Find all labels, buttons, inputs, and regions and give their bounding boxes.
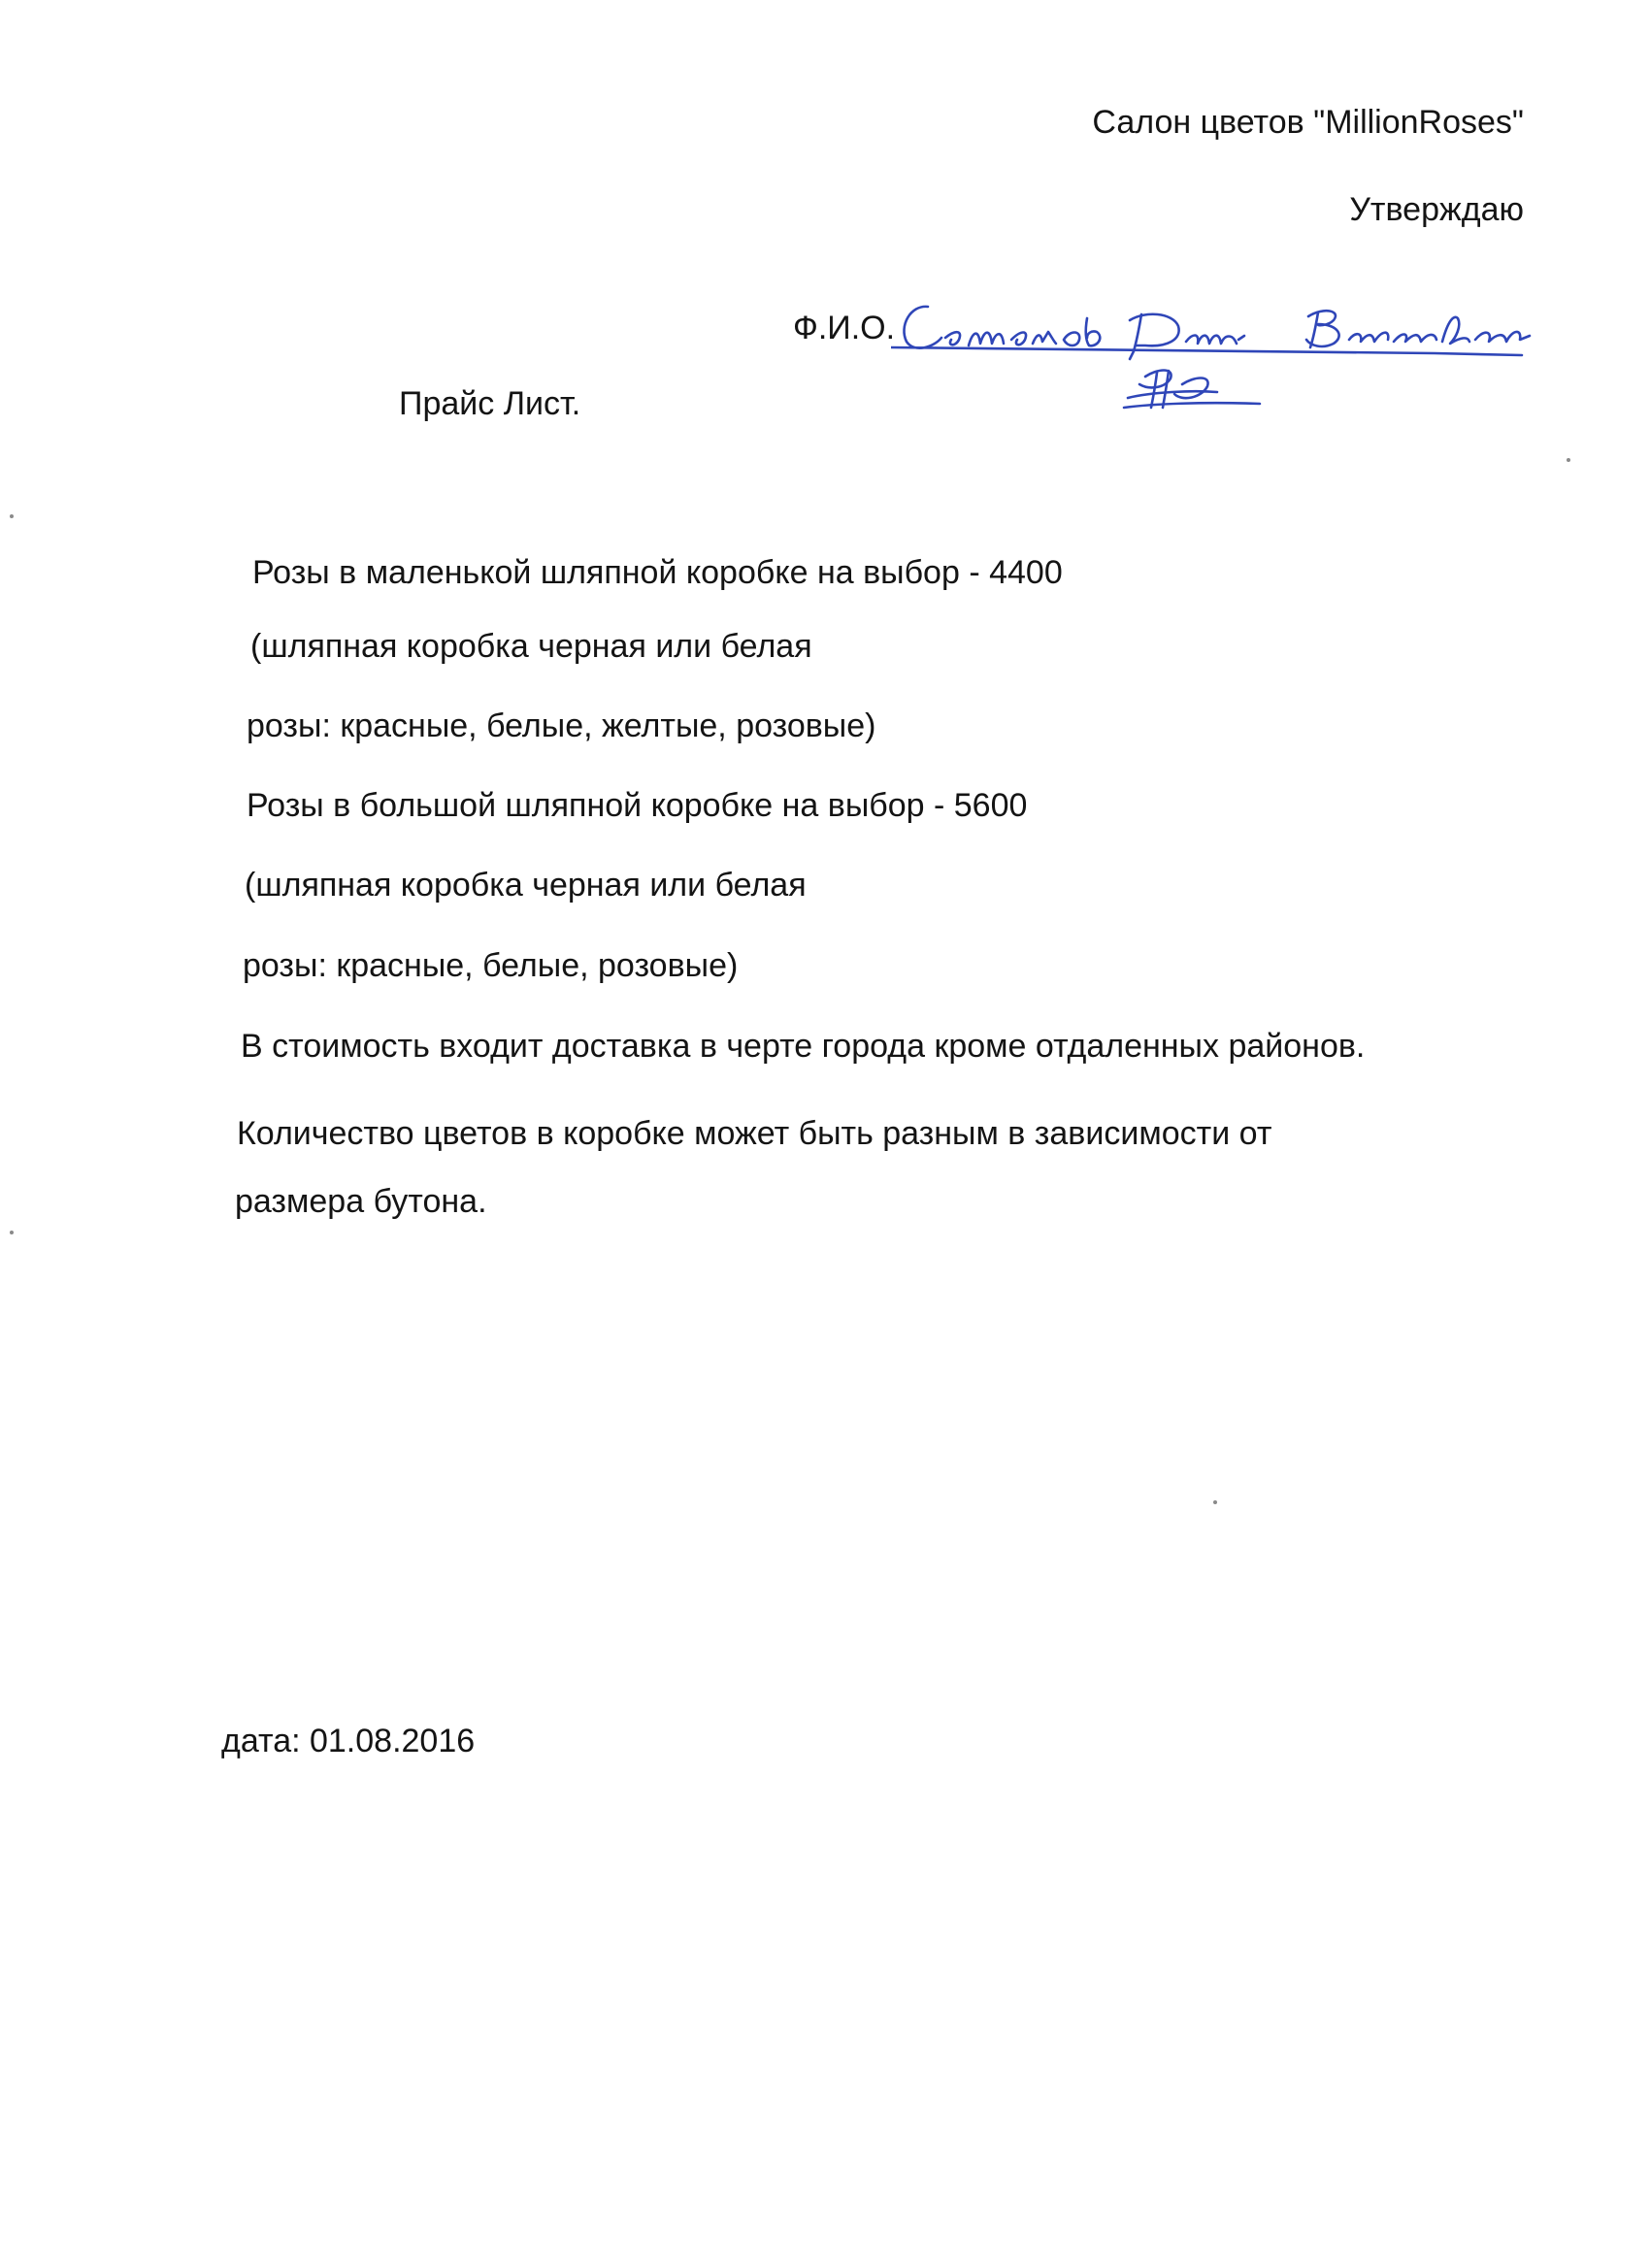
price-line-large-box: Розы в большой шляпной коробке на выбор - 5600 [247, 787, 1028, 824]
document-date: дата: 01.08.2016 [221, 1723, 476, 1759]
quantity-note: Количество цветов в коробке может быть разным в зависимости от [237, 1115, 1272, 1152]
fio-label: Ф.И.О. [793, 310, 896, 346]
document-title: Прайс Лист. [399, 385, 581, 422]
scan-speck [1213, 1500, 1217, 1504]
handwritten-signature [891, 291, 1590, 427]
delivery-note: В стоимость входит доставка в черте города кроме отдаленных районов. [241, 1028, 1366, 1065]
salon-name: Салон цветов "MillionRoses" [1092, 104, 1524, 141]
price-line-small-box: Розы в маленькой шляпной коробке на выбор - 4400 [252, 554, 1063, 591]
box-color-note: (шляпная коробка черная или белая [250, 628, 812, 665]
rose-colors-note: розы: красные, белые, розовые) [243, 947, 739, 984]
rose-colors-note: розы: красные, белые, желтые, розовые) [247, 707, 876, 744]
scan-speck [1567, 458, 1570, 462]
quantity-note-continued: размера бутона. [235, 1183, 487, 1220]
scan-speck [10, 514, 14, 518]
scan-speck [10, 1231, 14, 1234]
box-color-note: (шляпная коробка черная или белая [245, 867, 807, 904]
approval-label: Утверждаю [1349, 191, 1524, 228]
